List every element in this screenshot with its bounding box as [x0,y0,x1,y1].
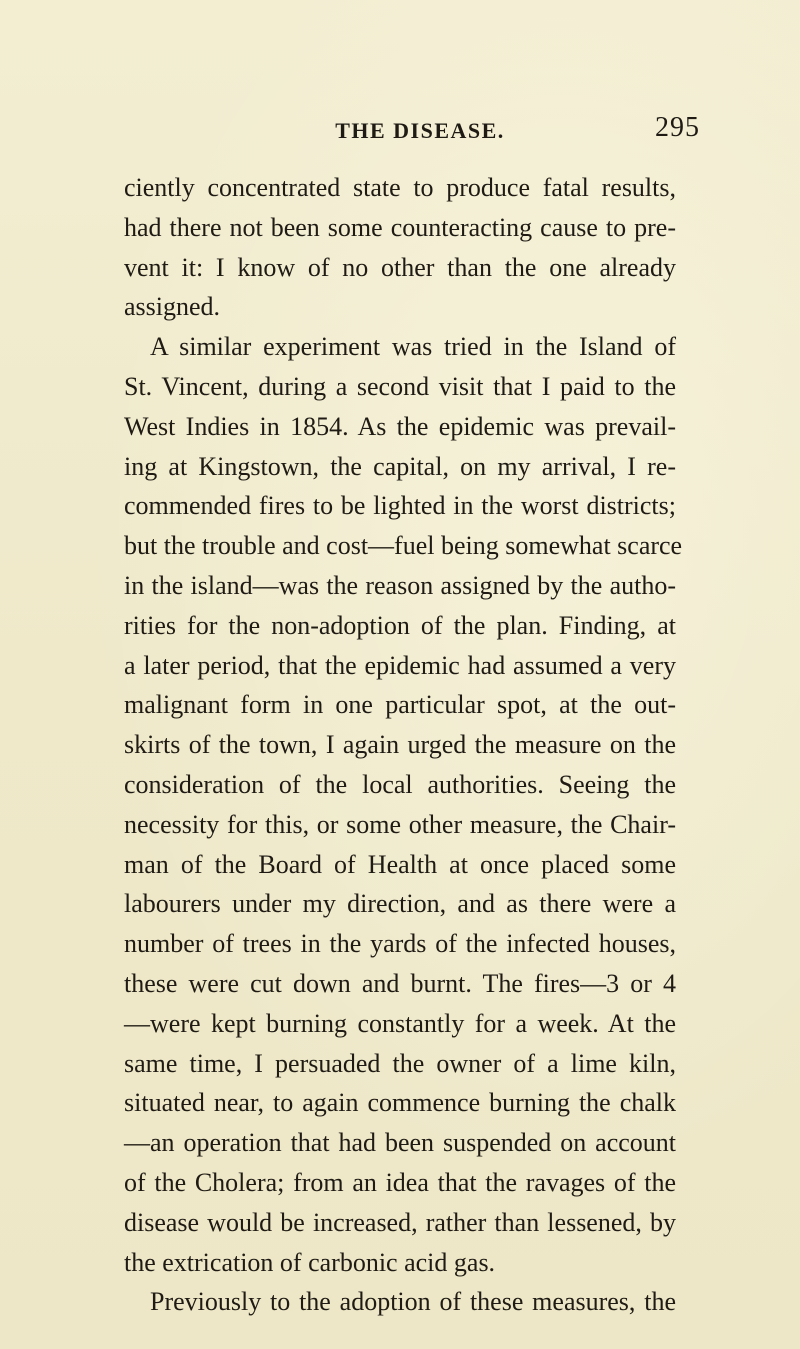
text-line: ing at Kingstown, the capital, on my arrival, I re- [124,451,676,481]
body-text [124,168,683,1322]
text-line: man of the Board of Health at once placed some [124,849,676,879]
text-line: skirts of the town, I again urged the measure on the [124,730,676,760]
text-line: the extrication of carbonic acid gas. [124,1247,496,1277]
text-line: had there not been some counteracting cause to pre- [124,212,676,242]
text-line: consideration of the local authorities. Seeing the [124,769,676,799]
text-line: necessity for this, or some other measure, the Chair- [124,809,676,839]
running-head [140,112,700,152]
text-line: but the trouble and cost—fuel being somewhat scarce [124,531,683,561]
text-line: disease would be increased, rather than lessened, by [124,1207,676,1237]
text-line: commended fires to be lighted in the worst districts; [124,491,676,521]
text-line: same time, I persuaded the owner of a lime kiln, [124,1048,676,1078]
text-line: of the Cholera; from an idea that the ravages of the [124,1167,676,1197]
text-line: West Indies in 1854. As the epidemic was prevail- [124,411,676,441]
text-line: ciently concentrated state to produce fatal results, [124,173,676,202]
running-title: THE DISEASE. [335,118,505,143]
text-line: labourers under my direction, and as there were a [124,889,676,919]
text-line: —were kept burning constantly for a week. At the [124,1008,676,1038]
text-line: these were cut down and burnt. The fires—3 or 4 [124,968,676,998]
text-line: in the island—was the reason assigned by the autho- [124,570,676,600]
text-line: situated near, to again commence burning the chalk [124,1088,676,1118]
text-line: vent it: I know of no other than the one already [124,252,676,282]
text-line: Previously to the adoption of these measures, the [150,1287,676,1317]
text-line: a later period, that the epidemic had assumed a very [124,650,676,680]
text-line: A similar experiment was tried in the Island of [150,332,676,362]
text-line: St. Vincent, during a second visit that I paid to the [124,371,676,401]
page-number: 295 [655,112,700,143]
text-line: —an operation that had been suspended on account [124,1128,676,1158]
text-line: rities for the non-adoption of the plan. Finding, at [124,610,676,640]
text-line: number of trees in the yards of the infected houses, [124,929,676,959]
text-line: malignant form in one particular spot, at the out- [124,690,676,720]
text-line: assigned. [124,292,221,322]
